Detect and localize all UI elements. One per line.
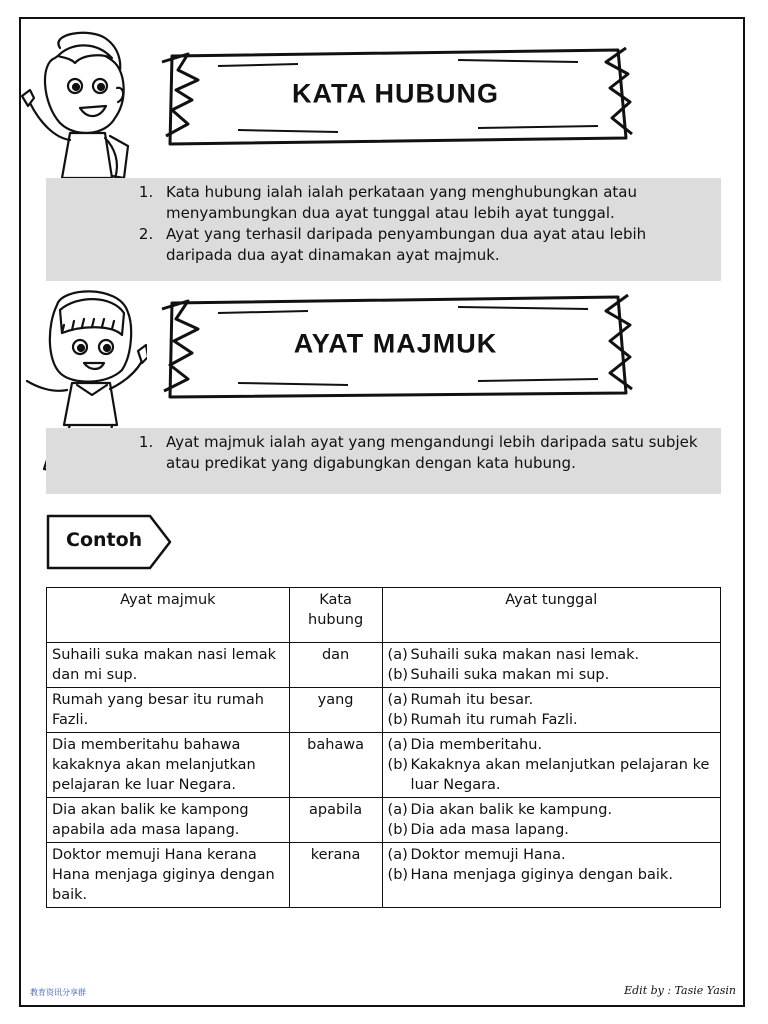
option-label: (a) bbox=[387, 647, 408, 663]
kata-hubung-definition-box bbox=[46, 178, 721, 281]
ayat-majmuk-banner bbox=[158, 285, 633, 403]
kata-hubung-point-2: 2. Ayat yang terhasil daripada penyambungan dua ayat atau lebih daripada dua ayat dinamakan ayat majmuk. bbox=[158, 224, 711, 266]
cell-kata-hubung: yang bbox=[289, 688, 382, 733]
footer-group-label: 教育资讯分享群 bbox=[30, 988, 86, 997]
cell-kata-hubung: kerana bbox=[289, 843, 382, 908]
header-kata-hubung: Kata hubung bbox=[289, 588, 382, 643]
cell-ayat-majmuk: Doktor memuji Hana kerana Hana menjaga giginya dengan baik. bbox=[47, 843, 290, 908]
footer-edit-credit: Edit by : Tasie Yasin bbox=[624, 984, 736, 997]
cell-ayat-tunggal bbox=[382, 798, 720, 843]
header-ayat-majmuk: Ayat majmuk bbox=[47, 588, 290, 643]
cell-ayat-majmuk: Rumah yang besar itu rumah Fazli. bbox=[47, 688, 290, 733]
contoh-label: Contoh bbox=[66, 529, 143, 551]
contoh-tag bbox=[46, 514, 172, 570]
option-label: (b) bbox=[387, 867, 409, 883]
option-text: Dia memberitahu. bbox=[410, 737, 543, 753]
ayat-majmuk-title: AYAT MAJMUK bbox=[293, 328, 498, 359]
kata-hubung-points bbox=[46, 182, 711, 266]
option-text: Dia akan balik ke kampung. bbox=[410, 802, 613, 818]
ayat-majmuk-point-1: 1. Ayat majmuk ialah ayat yang mengandungi lebih daripada satu subjek atau predikat yang digabungkan dengan kata hubung. bbox=[158, 432, 711, 474]
cell-ayat-tunggal bbox=[382, 733, 720, 798]
kata-hubung-title: KATA HUBUNG bbox=[292, 78, 499, 109]
cell-ayat-tunggal bbox=[382, 843, 720, 908]
kata-hubung-point-1: 1. Kata hubung ialah ialah perkataan yang menghubungkan atau menyambungkan dua ayat tunggal atau lebih ayat tunggal. bbox=[158, 182, 711, 224]
cell-ayat-majmuk: Dia akan balik ke kampong apabila ada masa lapang. bbox=[47, 798, 290, 843]
cell-ayat-majmuk: Dia memberitahu bahawa kakaknya akan melanjutkan pelajaran ke luar Negara. bbox=[47, 733, 290, 798]
table-row bbox=[47, 733, 721, 798]
option-label: (a) bbox=[387, 692, 408, 708]
option-label: (b) bbox=[387, 712, 409, 728]
option-text: Rumah itu rumah Fazli. bbox=[410, 712, 578, 728]
option-label: (b) bbox=[387, 667, 409, 683]
kata-hubung-banner bbox=[158, 40, 633, 148]
option-text: Suhaili suka makan nasi lemak. bbox=[410, 647, 640, 663]
option-label: (b) bbox=[387, 822, 409, 838]
cell-kata-hubung: bahawa bbox=[289, 733, 382, 798]
option-label: (a) bbox=[387, 737, 408, 753]
option-text: Hana menjaga giginya dengan baik. bbox=[410, 867, 673, 883]
cell-kata-hubung: dan bbox=[289, 643, 382, 688]
option-text: Rumah itu besar. bbox=[410, 692, 534, 708]
option-text: Dia ada masa lapang. bbox=[410, 822, 569, 838]
option-text: Doktor memuji Hana. bbox=[410, 847, 566, 863]
cell-kata-hubung: apabila bbox=[289, 798, 382, 843]
table-row bbox=[47, 798, 721, 843]
examples-table bbox=[46, 587, 721, 908]
option-label: (a) bbox=[387, 802, 408, 818]
option-text: Kakaknya akan melanjutkan pelajaran ke luar Negara. bbox=[410, 757, 710, 793]
table-row bbox=[47, 688, 721, 733]
option-text: Suhaili suka makan mi sup. bbox=[410, 667, 610, 683]
ayat-majmuk-definition-box bbox=[46, 428, 721, 494]
cell-ayat-tunggal bbox=[382, 643, 720, 688]
table-row bbox=[47, 643, 721, 688]
ayat-majmuk-points bbox=[46, 432, 711, 474]
cell-ayat-tunggal bbox=[382, 688, 720, 733]
header-ayat-tunggal: Ayat tunggal bbox=[382, 588, 720, 643]
table-row bbox=[47, 843, 721, 908]
table-header-row bbox=[47, 588, 721, 643]
option-label: (b) bbox=[387, 757, 409, 773]
cell-ayat-majmuk: Suhaili suka makan nasi lemak dan mi sup. bbox=[47, 643, 290, 688]
option-label: (a) bbox=[387, 847, 408, 863]
